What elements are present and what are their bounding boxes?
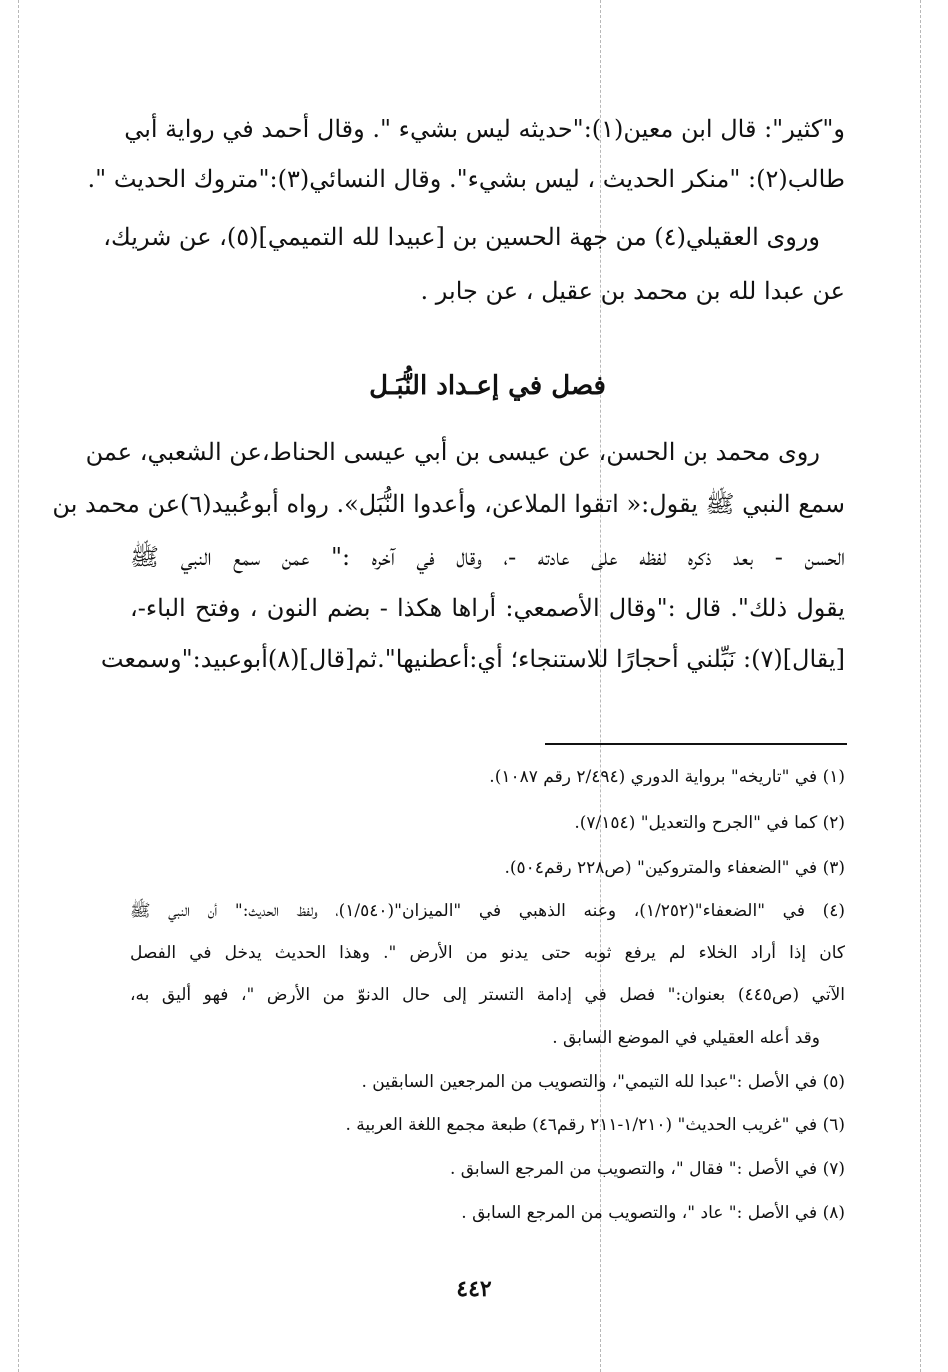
body-text-line: وروى العقيلي(٤) من جهة الحسين بن [عبيدا لله التميمي](٥)، عن شريك، <box>103 223 820 251</box>
footnote: (٦) في "غريب الحديث" (١/٢١٠-٢١١ رقم٤٦) طبعة مجمع اللغة العربية . <box>345 1115 845 1135</box>
footnote-continuation: الآتي (ص٤٤٥) بعنوان:" فصل في إدامة التستر إلى حال الدنوّ من الأرض "، فهو أليق به، <box>130 985 845 1005</box>
body-text-line: روى محمد بن الحسن، عن عيسى بن أبي عيسى الحناط،عن الشعبي، عمن <box>85 438 820 466</box>
page-number: ٤٤٢ <box>456 1276 492 1302</box>
footnote: (٥) في الأصل :"عبدا لله التيمي"، والتصويب من المرجعين السابقين . <box>361 1072 845 1092</box>
body-text-line: عن عبدا لله بن محمد بن عقيل ، عن جابر . <box>420 277 845 305</box>
footnote: (٢) كما في "الجرح والتعديل" (٧/١٥٤). <box>574 813 845 833</box>
footnote: (١) في "تاريخه" برواية الدوري (٢/٤٩٤ رقم ١٠٨٧). <box>489 767 845 787</box>
footnote: (٧) في الأصل :" فقال "، والتصويب من المرجع السابق . <box>449 1159 845 1179</box>
body-text-line: [يقال](٧): نَبِّلني أحجارًا للاستنجاء؛ أي:أعطنيها".ثم[قال](٨)أبوعبيد:"وسمعت <box>100 645 845 673</box>
page-edge-right <box>920 0 921 1372</box>
body-text-line: يقول ذلك". قال :"وقال الأصمعي: أراها هكذا - بضم النون ، وفتح الباء-، <box>130 594 845 622</box>
body-text-line: سمع النبي ﷺ يقول:« اتقوا الملاعن، وأعدوا النُّبَل». رواه أبوعُبيد(٦)عن محمد بن <box>52 490 845 518</box>
footnote: (٣) في "الضعفاء والمتروكين" (ص٢٢٨ رقم٥٠٤). <box>504 858 845 878</box>
footnote-separator <box>545 743 847 745</box>
section-heading: فصل في إعـداد النُّبَـل <box>369 371 606 401</box>
body-text-line: الحسن - بعد ذكره لفظه على عادته -، وقال في آخره :" عمن سمع النبي ﷺ <box>130 543 845 571</box>
body-text-line: و"كثير": قال ابن معين(١):"حديثه ليس بشيء ". وقال أحمد في رواية أبي <box>124 115 845 143</box>
page-edge-left <box>18 0 19 1372</box>
footnote: (٤) في "الضعفاء"(١/٢٥٢)، وعنه الذهبي في "الميزان"(١/٥٤٠)، ولفظ الحديث:" أن النبي ﷺ <box>130 901 845 921</box>
body-text-line: طالب(٢): "منكر الحديث ، ليس بشيء". وقال النسائي(٣):"متروك الحديث ". <box>87 165 845 193</box>
footnote: (٨) في الأصل :" عاد "، والتصويب من المرجع السابق . <box>461 1203 845 1223</box>
footnote-continuation: وقد أعله العقيلي في الموضع السابق . <box>552 1028 820 1048</box>
footnote-continuation: كان إذا أراد الخلاء لم يرفع ثوبه حتى يدنو من الأرض ". وهذا الحديث يدخل في الفصل <box>130 943 845 963</box>
